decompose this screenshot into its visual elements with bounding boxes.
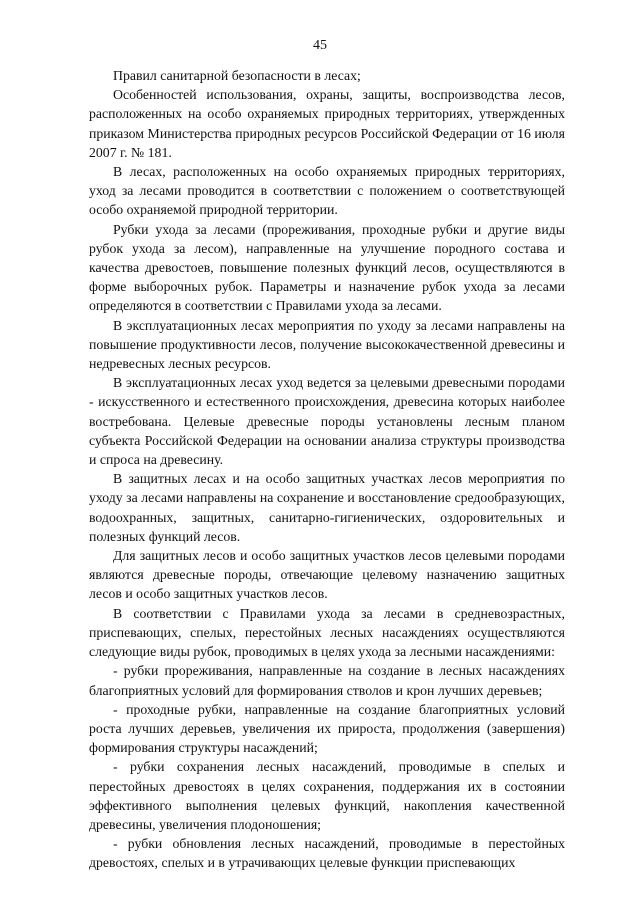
paragraph: В соответствии с Правилами ухода за лесами в средневозрастных, приспевающих, спелых, перестойных лесных насаждениях осуществляются следующие виды рубок, проводимых в целях ухода за лесными насаждениями: (89, 605, 565, 660)
paragraph: В эксплуатационных лесах уход ведется за целевыми древесными породами - искусственного и естественного происхождения, древесина которых наиболее востребована. Целевые древесные породы установлены лесным планом субъекта Российской Федерации на основании анализа структуры производства и спроса на древесину. (89, 375, 565, 468)
paragraph: В защитных лесах и на особо защитных участках лесов мероприятия по уходу за лесами направлены на сохранение и восстановление средообразующих, водоохранных, защитных, санитарно-гигиенических, оздоровительных и полезных функций лесов. (89, 471, 565, 544)
paragraph: В эксплуатационных лесах мероприятия по уходу за лесами направлены на повышение продуктивности лесов, получение высококачественной древесины и недревесных лесных ресурсов. (89, 317, 565, 372)
paragraph: Правил санитарной безопасности в лесах; (113, 68, 361, 83)
list-item: - рубки сохранения лесных насаждений, проводимые в спелых и перестойных древостоях в целях сохранения, поддержания их в состоянии эффективного выполнения целевых функций, накопления качественной древесины, увеличения плодоношения; (89, 759, 565, 832)
body-text (89, 66, 565, 873)
page-number: 45 (313, 38, 327, 53)
list-item: - проходные рубки, направленные на создание благоприятных условий роста лучших деревьев, увеличения их прироста, продолжения (завершения) формирования структуры насаждений; (89, 701, 565, 756)
paragraph: Особенностей использования, охраны, защиты, воспроизводства лесов, расположенных на особо охраняемых природных территориях, утвержденных приказом Министерства природных ресурсов Российской Федерации от 16 июля 2007 г. № 181. (89, 87, 565, 160)
paragraph: В лесах, расположенных на особо охраняемых природных территориях, уход за лесами проводится в соответствии с положением о соответствующей особо охраняемой природной территории. (89, 164, 565, 218)
list-item: - рубки прореживания, направленные на создание в лесных насаждениях благоприятных условий для формирования стволов и крон лучших деревьев; (89, 663, 565, 698)
list-item: - рубки обновления лесных насаждений, проводимые в перестойных древостоях, спелых и в утрачивающих целевые функции приспевающих (89, 836, 565, 871)
paragraph: Рубки ухода за лесами (прореживания, проходные рубки и другие виды рубок ухода за лесом), направленные на улучшение породного состава и качества древостоев, повышение полезных функций лесов, осуществляются в форме выборочных рубок. Параметры и назначение рубок ухода за лесами определяются в соответствии с Правилами ухода за лесами. (89, 221, 565, 314)
paragraph: Для защитных лесов и особо защитных участков лесов целевыми породами являются древесные породы, отвечающие целевому назначению защитных лесов и особо защитных участков лесов. (89, 548, 565, 602)
